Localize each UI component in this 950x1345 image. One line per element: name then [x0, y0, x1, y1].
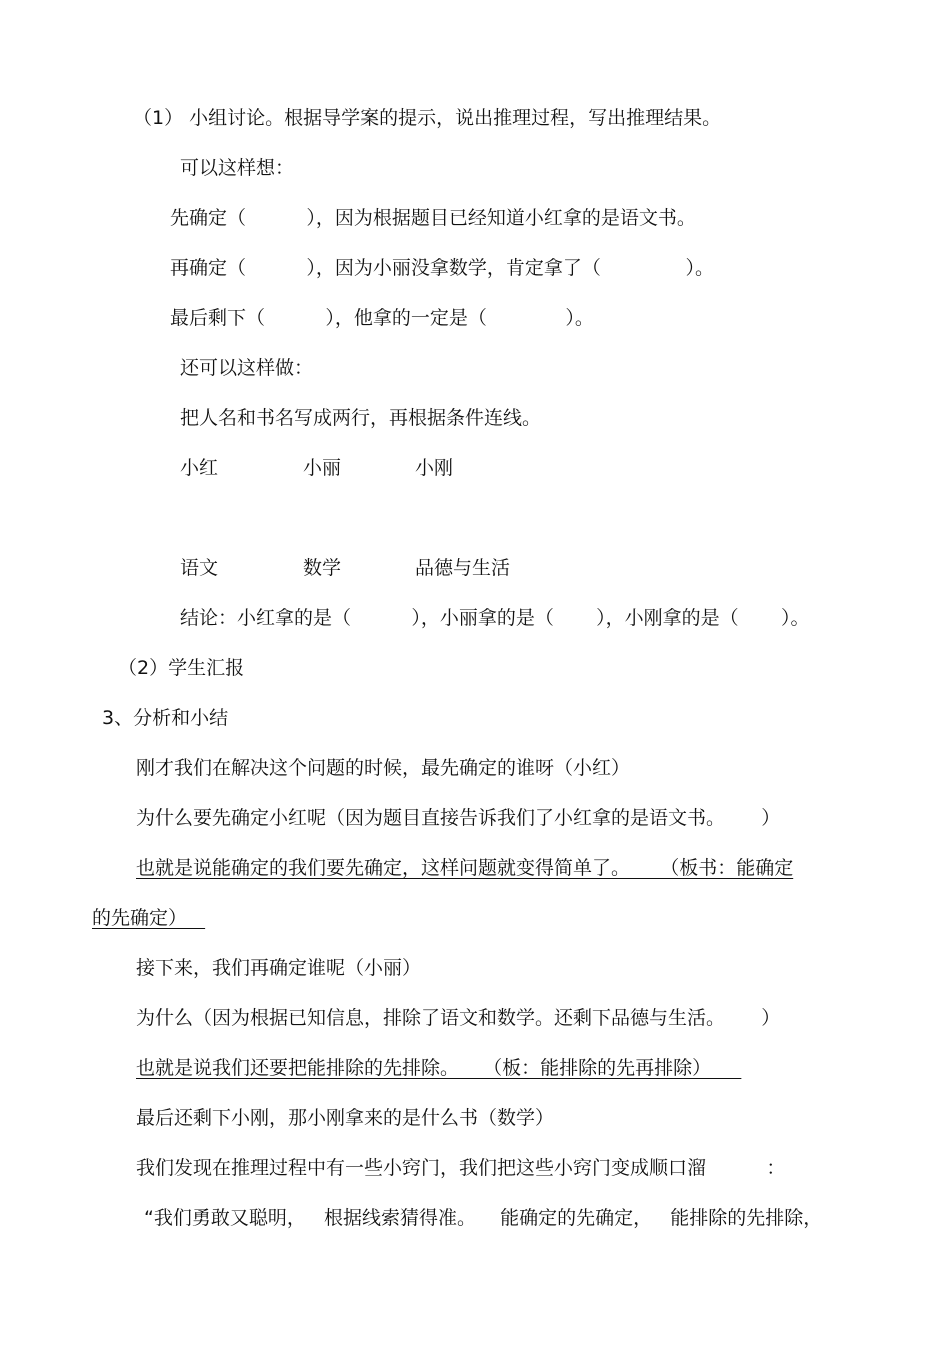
name-label: 小刚 [415, 457, 454, 479]
paragraph: 为什么要先确定小红呢（因为题目直接告诉我们了小红拿的是语文书。 ） [136, 807, 781, 829]
underlined-paragraph: 也就是说能确定的我们要先确定，这样问题就变得简单了。 （板书：能确定 [136, 857, 794, 879]
think-prompt: 可以这样想： [180, 157, 295, 179]
item-2-report: （2）学生汇报 [118, 657, 245, 679]
paragraph: 我们发现在推理过程中有一些小窍门，我们把这些小窍门变成顺口溜 ： [136, 1157, 786, 1179]
section-3-heading: 3、分析和小结 [102, 707, 229, 729]
step-2: 再确定（ ），因为小丽没拿数学，肯定拿了（ ）。 [170, 257, 714, 279]
name-label: 小红 [180, 457, 219, 479]
step-3: 最后剩下（ ），他拿的一定是（ ）。 [170, 307, 594, 329]
rhyme-line: “我们勇敢又聪明， 根据线索猜得准。 能确定的先确定， 能排除的先排除， [144, 1207, 823, 1229]
book-label: 语文 [180, 557, 219, 579]
paragraph: 最后还剩下小刚，那小刚拿来的是什么书（数学） [136, 1107, 555, 1129]
conclusion-line: 结论：小红拿的是（ ），小丽拿的是（ ），小刚拿的是（ ）。 [180, 607, 810, 629]
name-label: 小丽 [303, 457, 342, 479]
method-text: 把人名和书名写成两行，再根据条件连线。 [180, 407, 542, 429]
paragraph: 刚才我们在解决这个问题的时候，最先确定的谁呀（小红） [136, 757, 631, 779]
paragraph: 接下来，我们再确定谁呢（小丽） [136, 957, 422, 979]
step-1: 先确定（ ），因为根据题目已经知道小红拿的是语文书。 [170, 207, 696, 229]
book-label: 品德与生活 [415, 557, 511, 579]
underlined-paragraph-continuation: 的先确定） [92, 907, 206, 929]
book-label: 数学 [303, 557, 342, 579]
paragraph: 为什么（因为根据已知信息，排除了语文和数学。还剩下品德与生活。 ） [136, 1007, 781, 1029]
item-1-discussion: （1） 小组讨论。根据导学案的提示，说出推理过程，写出推理结果。 [133, 107, 722, 129]
underlined-paragraph: 也就是说我们还要把能排除的先排除。 （板：能排除的先再排除） [136, 1057, 742, 1079]
alternative-prompt: 还可以这样做： [180, 357, 314, 379]
